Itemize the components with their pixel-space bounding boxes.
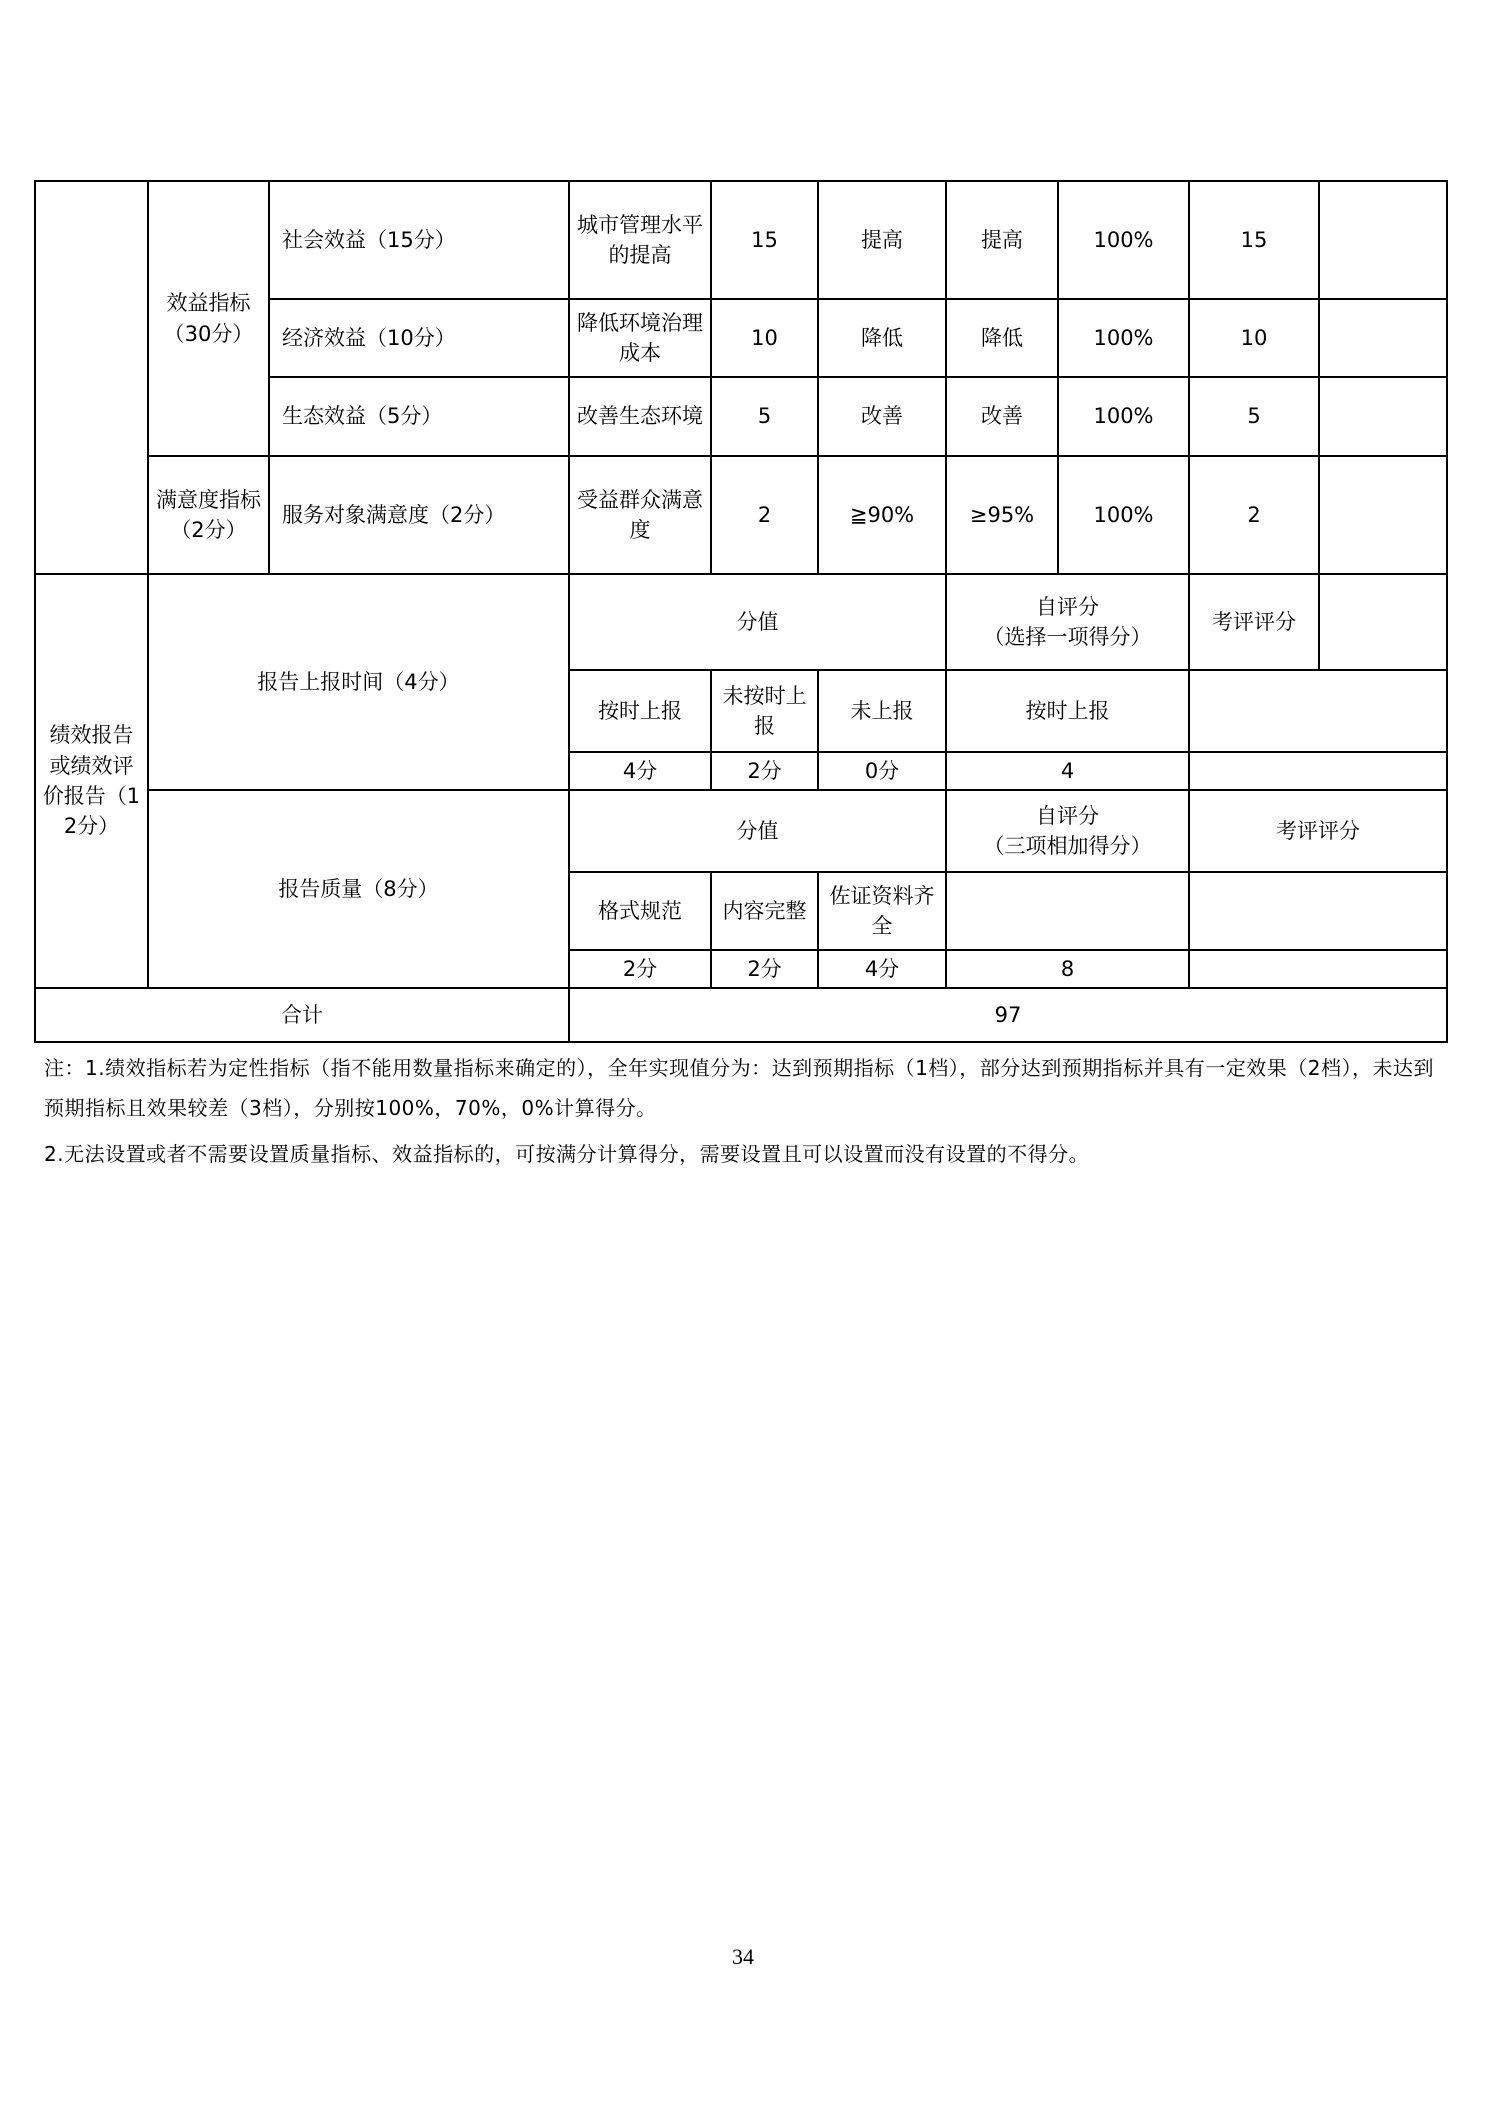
eco-benefit-target: 改善: [818, 377, 946, 456]
benefit-group-label: 效益指标（30分）: [148, 181, 269, 456]
report-time-self-header: [946, 574, 1189, 670]
table-row: [35, 574, 1447, 670]
eco-benefit-score: 5: [711, 377, 818, 456]
notes: [44, 1048, 1444, 1174]
report-time-option-score: 0分: [818, 752, 946, 790]
satisfaction-earned: 2: [1189, 456, 1319, 574]
report-quality-self-header: [946, 790, 1189, 872]
report-time-option: 未上报: [818, 670, 946, 752]
economic-benefit-name: 经济效益（10分）: [269, 299, 569, 377]
social-benefit-review: [1319, 181, 1447, 299]
economic-benefit-score: 10: [711, 299, 818, 377]
report-quality-item-score: 2分: [711, 950, 818, 988]
report-time-option-score: 2分: [711, 752, 818, 790]
economic-benefit-actual: 降低: [946, 299, 1058, 377]
economic-benefit-target: 降低: [818, 299, 946, 377]
social-benefit-name: 社会效益（15分）: [269, 181, 569, 299]
report-quality-review-header: 考评评分: [1189, 790, 1447, 872]
note-2: 2.无法设置或者不需要设置质量指标、效益指标的，可按满分计算得分，需要设置且可以设置而没有设置的不得分。: [44, 1142, 1090, 1166]
eco-benefit-indicator: 改善生态环境: [569, 377, 711, 456]
performance-evaluation-table: [34, 180, 1448, 1043]
economic-benefit-rate: 100%: [1058, 299, 1189, 377]
self-header-line1: 自评分: [1036, 594, 1099, 619]
total-value: 97: [569, 988, 1447, 1042]
note-1: 注：1.绩效指标若为定性指标（指不能用数量指标来确定的），全年实现值分为：达到预期指标（1档），部分达到预期指标并具有一定效果（2档），未达到预期指标且效果较差（3档），分别按100%，70%，0%计算得分。: [44, 1056, 1435, 1120]
report-time-option: 按时上报: [569, 670, 711, 752]
table-row: [35, 456, 1447, 574]
eco-benefit-name: 生态效益（5分）: [269, 377, 569, 456]
report-time-review-header: 考评评分: [1189, 574, 1319, 670]
social-benefit-target: 提高: [818, 181, 946, 299]
satisfaction-score: 2: [711, 456, 818, 574]
satisfaction-target: ≧90%: [818, 456, 946, 574]
report-time-self-score: 4: [946, 752, 1189, 790]
economic-benefit-earned: 10: [1189, 299, 1319, 377]
report-quality-self-blank: [946, 872, 1189, 950]
eco-benefit-actual: 改善: [946, 377, 1058, 456]
table-row: [35, 988, 1447, 1042]
report-time-self-choice: 按时上报: [946, 670, 1189, 752]
satisfaction-rate: 100%: [1058, 456, 1189, 574]
social-benefit-earned: 15: [1189, 181, 1319, 299]
self-header-line2: （选择一项得分）: [983, 625, 1152, 649]
economic-benefit-review: [1319, 299, 1447, 377]
table-row: [35, 790, 1447, 872]
satisfaction-review: [1319, 456, 1447, 574]
report-time-option: 未按时上报: [711, 670, 818, 752]
eco-benefit-review: [1319, 377, 1447, 456]
report-quality-item: 佐证资料齐全: [818, 872, 946, 950]
report-quality-score-header: 分值: [569, 790, 946, 872]
report-time-option-score: 4分: [569, 752, 711, 790]
report-group-label: 绩效报告或绩效评价报告（12分）: [35, 574, 148, 988]
report-time-review-score: [1189, 670, 1447, 752]
self-header-line2: （三项相加得分）: [983, 834, 1152, 858]
self-header-line1: 自评分: [1036, 803, 1099, 828]
page-number: 34: [732, 1944, 754, 1969]
report-time-score-header: 分值: [569, 574, 946, 670]
economic-benefit-indicator: 降低环境治理成本: [569, 299, 711, 377]
social-benefit-actual: 提高: [946, 181, 1058, 299]
eco-benefit-rate: 100%: [1058, 377, 1189, 456]
eco-benefit-earned: 5: [1189, 377, 1319, 456]
report-quality-review-score: [1189, 950, 1447, 988]
report-time-name: 报告上报时间（4分）: [148, 574, 569, 790]
report-time-empty: [1319, 574, 1447, 670]
report-quality-item: 内容完整: [711, 872, 818, 950]
table-row: [35, 181, 1447, 299]
report-quality-item-score: 2分: [569, 950, 711, 988]
report-quality-item-score: 4分: [818, 950, 946, 988]
report-quality-self-score: 8: [946, 950, 1189, 988]
report-quality-review-blank: [1189, 872, 1447, 950]
satisfaction-actual: ≥95%: [946, 456, 1058, 574]
satisfaction-group-label: 满意度指标（2分）: [148, 456, 269, 574]
social-benefit-score: 15: [711, 181, 818, 299]
social-benefit-rate: 100%: [1058, 181, 1189, 299]
satisfaction-indicator: 受益群众满意度: [569, 456, 711, 574]
total-label: 合计: [35, 988, 569, 1042]
social-benefit-indicator: 城市管理水平的提高: [569, 181, 711, 299]
satisfaction-name: 服务对象满意度（2分）: [269, 456, 569, 574]
first-level-indicator-cell: [35, 181, 148, 574]
report-quality-item: 格式规范: [569, 872, 711, 950]
report-time-review-score-value: [1189, 752, 1447, 790]
report-quality-name: 报告质量（8分）: [148, 790, 569, 988]
